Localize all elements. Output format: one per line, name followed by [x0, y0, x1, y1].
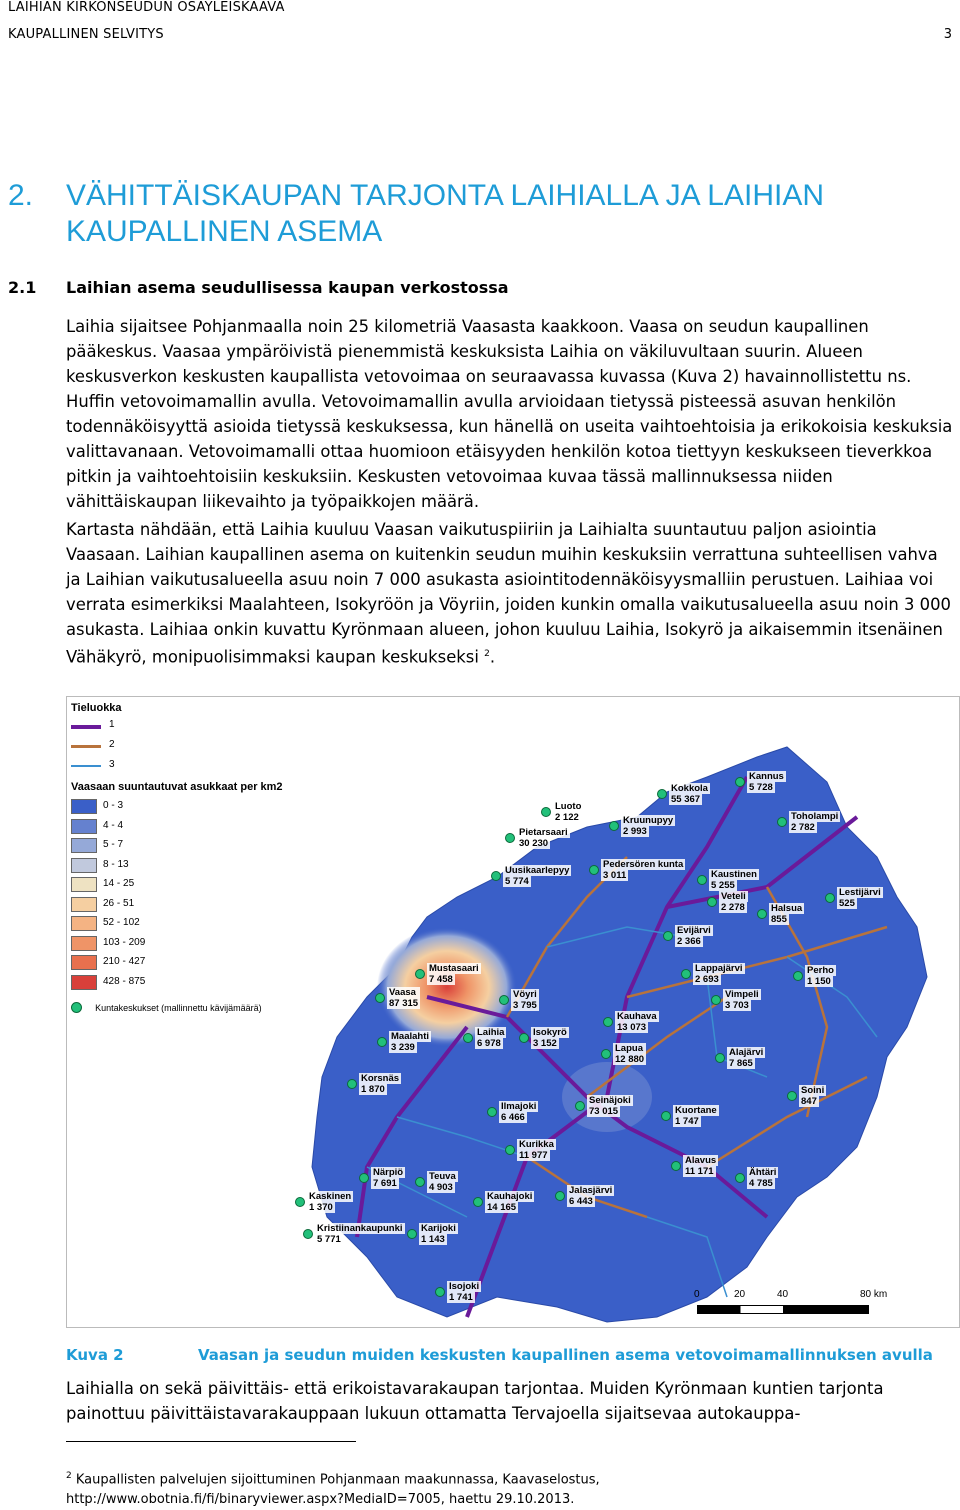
density-class-label: 103 - 209	[103, 936, 146, 948]
centre-dot-icon	[487, 1107, 497, 1117]
place-name: Ähtäri	[749, 1167, 777, 1178]
place-label	[693, 963, 745, 985]
place-value: 5 728	[749, 782, 773, 793]
centre-dot-icon	[663, 931, 673, 941]
place-label	[719, 891, 748, 913]
header-report: KAUPALLINEN SELVITYS	[8, 27, 164, 42]
centre-dot-icon	[505, 1145, 515, 1155]
subsection-heading	[8, 278, 509, 297]
place-label	[447, 1281, 481, 1303]
place-label	[747, 1167, 778, 1189]
place-value: 4 903	[429, 1182, 453, 1193]
centre-dot-icon	[735, 777, 745, 787]
legend-centre-row	[71, 997, 331, 1016]
place-name: Pedersören kunta	[603, 859, 684, 870]
place-name: Vimpeli	[725, 989, 759, 1000]
density-class-row	[71, 955, 191, 969]
scale-tick-40: 40	[777, 1289, 789, 1300]
place-name: Evijärvi	[677, 925, 711, 936]
centre-dot-icon	[359, 1173, 369, 1183]
section-title-line2: KAUPALLINEN ASEMA	[66, 215, 383, 248]
place-value: 3 703	[725, 1000, 749, 1011]
density-class-row	[71, 897, 191, 911]
place-label	[621, 815, 675, 837]
density-class-label: 0 - 3	[103, 800, 124, 811]
subsection-title: Laihian asema seudullisessa kaupan verkostossa	[66, 278, 509, 297]
legend-centre-label: Kuntakeskukset (mallinnettu kävijämäärä)	[95, 1002, 262, 1013]
centre-dot-icon	[707, 897, 717, 907]
density-class-label: 8 - 13	[103, 858, 129, 870]
place-value: 2 278	[721, 902, 745, 913]
density-class-label: 26 - 51	[103, 897, 135, 909]
centre-dot-icon	[555, 1191, 565, 1201]
centre-dot-icon	[777, 817, 787, 827]
place-value: 7 865	[729, 1058, 753, 1069]
place-label	[517, 827, 570, 849]
place-value: 11 171	[685, 1166, 714, 1177]
place-name: Teuva	[429, 1171, 456, 1182]
footnote-number: 2	[66, 1471, 72, 1481]
place-name: Karijoki	[421, 1223, 456, 1234]
place-value: 2 366	[677, 936, 701, 947]
place-label	[789, 811, 840, 833]
density-class-label: 4 - 4	[103, 819, 124, 831]
place-label	[499, 1101, 538, 1123]
scale-tick-80: 80 km	[860, 1289, 888, 1300]
place-label	[427, 963, 481, 985]
section-title-line1: VÄHITTÄISKAUPAN TARJONTA LAIHIALLA JA LAIHIAN	[66, 179, 825, 212]
centre-dot-icon	[787, 1091, 797, 1101]
density-class-label: 428 - 875	[103, 975, 146, 987]
density-swatch	[71, 819, 97, 834]
place-value: 14 165	[487, 1202, 517, 1213]
road-line-swatch	[71, 765, 101, 767]
paragraph-2-text: Kartasta nähdään, että Laihia kuuluu Vaasan vaikutuspiiriin ja Laihialta suuntautuu paljon asiointia Vaasaan. Laihian kaupallinen asema on kuitenkin seudun muihin keskuksiin verrattuna suhteellisen vahva ja Laihian vaikutusalueella asuu noin 7 000 asukasta asiointitodennäköisyysmalliin perustuen. Laihiaa voi verrata esimerkiksi Maalahteen, Isokyröön ja Vöyriin, joiden kunkin omalla vaikutusalueella asuu noin 3 000 asukasta. Laihiaa onkin kuvattu Kyrönmaan alueen, johon kuuluu Laihia, Isokyrö ja aikaisemmin itsenäinen Vähäkyrö, monipuolisimmaksi kaupan keskukseksi	[66, 520, 951, 667]
place-name: Kruunupyy	[623, 815, 674, 826]
density-class-row	[71, 819, 191, 833]
place-value: 2 693	[695, 974, 719, 985]
place-name: Isojoki	[449, 1281, 480, 1292]
place-label	[359, 1073, 401, 1095]
place-value: 3 795	[513, 1000, 537, 1011]
place-label	[805, 965, 836, 987]
place-value: 6 466	[501, 1112, 525, 1123]
place-label	[613, 1043, 646, 1065]
map-legend	[67, 697, 337, 1027]
density-class-row	[71, 916, 191, 930]
place-label	[837, 887, 883, 909]
centre-dot-icon	[697, 875, 707, 885]
place-label	[531, 1027, 569, 1049]
place-name: Isokyrö	[533, 1027, 567, 1038]
place-label	[475, 1027, 506, 1049]
centre-dot-icon	[407, 1229, 417, 1239]
place-value: 3 239	[391, 1042, 415, 1053]
place-label	[675, 925, 713, 947]
density-swatch	[71, 916, 97, 931]
centre-dot-icon	[295, 1197, 305, 1207]
centre-dot-icon	[825, 893, 835, 903]
place-value: 6 978	[477, 1038, 501, 1049]
road-class-row	[71, 739, 151, 753]
centre-dot-icon	[657, 789, 667, 799]
place-label	[511, 989, 539, 1011]
place-name: Vaasa	[387, 987, 420, 998]
place-name: Alajärvi	[729, 1047, 764, 1058]
scale-bar	[694, 1289, 897, 1319]
centre-dot-icon	[603, 1017, 613, 1027]
place-label	[389, 1031, 431, 1053]
place-value: 1 741	[449, 1292, 473, 1303]
place-label	[307, 1191, 353, 1213]
road-line-swatch	[71, 725, 101, 729]
centre-dot-icon	[71, 1002, 82, 1013]
centre-dot-icon	[473, 1197, 483, 1207]
place-value: 1 870	[361, 1084, 385, 1095]
place-label	[517, 1139, 556, 1161]
scale-tick-0: 0	[694, 1289, 700, 1300]
place-value: 2 993	[623, 826, 647, 837]
density-class-row	[71, 799, 191, 813]
figure-label: Kuva 2	[66, 1346, 124, 1364]
place-value: 847	[801, 1096, 817, 1107]
scale-tick-20: 20	[734, 1289, 746, 1300]
centre-dot-icon	[415, 1177, 425, 1187]
place-label	[553, 801, 583, 823]
density-class-label: 5 - 7	[103, 839, 124, 850]
place-value: 13 073	[617, 1022, 647, 1033]
road-class-label: 2	[109, 739, 115, 750]
figure-caption: Vaasan ja seudun muiden keskusten kaupallinen asema vetovoimamallinnuksen avulla	[198, 1346, 933, 1364]
place-name: Toholampi	[791, 811, 839, 822]
density-swatch	[71, 955, 97, 970]
place-name: Perho	[807, 965, 834, 976]
place-value: 5 255	[711, 880, 735, 891]
place-value: 30 230	[519, 838, 549, 849]
paragraph-2-end: .	[489, 647, 496, 667]
place-value: 4 785	[749, 1178, 773, 1189]
place-name: Ilmajoki	[501, 1101, 537, 1112]
centre-dot-icon	[735, 1173, 745, 1183]
centre-dot-icon	[303, 1229, 313, 1239]
density-swatch	[71, 975, 97, 990]
centre-dot-icon	[681, 969, 691, 979]
density-class-row	[71, 975, 191, 989]
centre-dot-icon	[347, 1079, 357, 1089]
attraction-model-map	[66, 696, 960, 1328]
place-name: Mustasaari	[429, 963, 479, 974]
place-value: 1 150	[807, 976, 831, 987]
place-label	[419, 1223, 458, 1245]
place-name: Lapua	[613, 1043, 646, 1054]
place-name: Närpiö	[373, 1167, 404, 1178]
place-value: 3 152	[533, 1038, 557, 1049]
place-label	[387, 987, 420, 1009]
place-label	[799, 1085, 826, 1107]
centre-dot-icon	[715, 1053, 725, 1063]
place-label	[371, 1167, 405, 1189]
place-label	[727, 1047, 765, 1069]
place-label	[601, 859, 685, 881]
centre-dot-icon	[377, 1037, 387, 1047]
place-name: Kaskinen	[309, 1191, 352, 1202]
density-class-label: 210 - 427	[103, 956, 146, 967]
place-label	[747, 771, 786, 793]
place-name: Kuortane	[675, 1105, 717, 1116]
centre-dot-icon	[505, 833, 515, 843]
place-name: Vöyri	[511, 989, 539, 1000]
centre-dot-icon	[609, 821, 619, 831]
place-value: 11 977	[519, 1150, 548, 1161]
paragraph-1: Laihia sijaitsee Pohjanmaalla noin 25 kilometriä Vaasasta kaakkoon. Vaasa on seudun kaupallinen pääkeskus. Vaasaa ympäröivistä pienemmistä keskuksista Laihia on väkiluvultaan suurin. Alueen keskusverkon keskusten kaupallista vetovoimaa on seuraavassa kuvassa (Kuva 2) havainnollistettu ns. Huffin vetovoimamallin avulla. Vetovoimamallin avulla arvioidaan tietyssä pisteessä asuvan henkilön todennäköisyyttä asioida tietyssä keskuksessa, kun hänellä on useita vaihtoehtoisia ja erikokoisia keskuksia valittavanaan. Vetovoimamalli ottaa huomioon etäisyyden henkilön kotoa tiettyyn keskukseen tieverkkoa pitkin ja vaihtoehtoisiin keskuksiin. Keskusten vetovoimaa kuvaa tässä mallinnuksessa niiden vähittäiskaupan liikevaihto ja työpaikkojen määrä.	[66, 317, 953, 511]
density-class-row	[71, 877, 191, 891]
road-line-swatch	[71, 745, 101, 748]
section-number: 2.	[8, 179, 34, 212]
place-name: Seinäjoki	[589, 1095, 631, 1106]
footnote-ref[interactable]: 2	[484, 649, 490, 659]
place-label	[669, 783, 710, 805]
place-value: 525	[839, 898, 855, 909]
paragraph-2	[66, 517, 954, 669]
legend-road-title: Tieluokka	[71, 702, 122, 714]
place-label	[427, 1171, 458, 1193]
place-value: 3 011	[603, 870, 627, 881]
centre-dot-icon	[661, 1111, 671, 1121]
place-value: 855	[771, 914, 787, 925]
legend-density-title: Vaasaan suuntautuvat asukkaat per km2	[71, 781, 283, 793]
centre-dot-icon	[499, 995, 509, 1005]
place-value: 73 015	[589, 1106, 619, 1117]
centre-dot-icon	[519, 1033, 529, 1043]
density-swatch	[71, 877, 97, 892]
centre-dot-icon	[415, 969, 425, 979]
centre-dot-icon	[589, 865, 599, 875]
place-name: Jalasjärvi	[569, 1185, 613, 1196]
density-swatch	[71, 936, 97, 951]
place-label	[315, 1223, 405, 1245]
header-org: LAIHIAN KIRKONSEUDUN OSAYLEISKAAVA	[8, 0, 285, 15]
density-class-row	[71, 858, 191, 872]
place-label	[769, 903, 804, 925]
density-class-row	[71, 936, 191, 950]
place-name: Kaustinen	[711, 869, 757, 880]
density-swatch	[71, 858, 97, 873]
place-value: 5 774	[505, 876, 529, 887]
place-label	[673, 1105, 719, 1127]
place-name: Halsua	[771, 903, 803, 914]
place-name: Kokkola	[671, 783, 708, 794]
place-label	[503, 865, 571, 887]
place-name: Kurikka	[519, 1139, 554, 1150]
density-swatch	[71, 838, 97, 853]
centre-dot-icon	[793, 971, 803, 981]
place-name: Laihia	[477, 1027, 505, 1038]
footnote-url[interactable]: http://www.obotnia.fi/fi/binaryviewer.aspx?MediaID=7005, haettu 29.10.2013.	[66, 1492, 575, 1508]
centre-dot-icon	[463, 1033, 473, 1043]
centre-dot-icon	[491, 871, 501, 881]
centre-dot-icon	[375, 993, 385, 1003]
centre-dot-icon	[757, 909, 767, 919]
road-class-label: 1	[109, 719, 115, 730]
place-value: 7 458	[429, 974, 453, 985]
place-name: Kauhava	[617, 1011, 657, 1022]
place-name: Lappajärvi	[695, 963, 743, 974]
place-label	[723, 989, 761, 1011]
centre-dot-icon	[671, 1161, 681, 1171]
scale-bar-graphic	[697, 1305, 869, 1314]
place-name: Pietarsaari	[519, 827, 568, 838]
place-value: 7 691	[373, 1178, 397, 1189]
place-value: 1 747	[675, 1116, 699, 1127]
place-label	[567, 1185, 614, 1207]
road-class-row	[71, 759, 151, 773]
place-name: Kauhajoki	[487, 1191, 533, 1202]
place-value: 12 880	[615, 1054, 645, 1065]
place-value: 1 143	[421, 1234, 445, 1245]
density-class-row	[71, 838, 191, 852]
place-label	[709, 869, 759, 891]
place-label	[587, 1095, 633, 1117]
place-name: Lestijärvi	[839, 887, 881, 898]
place-label	[485, 1191, 534, 1213]
place-name: Uusikaarlepyy	[505, 865, 570, 876]
place-name: Luoto	[555, 801, 582, 812]
place-label	[683, 1155, 718, 1177]
paragraph-3: Laihialla on sekä päivittäis- että erikoistavarakaupan tarjontaa. Muiden Kyrönmaan kuntien tarjonta painottuu päivittäistavarakauppaan lukuun ottamatta Tervajoella sijaitsevaa autokauppa-	[66, 1379, 884, 1423]
place-value: 5 771	[317, 1234, 341, 1245]
page-number: 3	[943, 27, 952, 42]
place-name: Kristiinankaupunki	[317, 1223, 403, 1234]
place-name: Kannus	[749, 771, 784, 782]
place-value: 2 782	[791, 822, 815, 833]
road-class-label: 3	[109, 759, 115, 770]
subsection-number: 2.1	[8, 278, 37, 297]
centre-dot-icon	[575, 1101, 585, 1111]
road-class-row	[71, 719, 151, 733]
section-heading	[8, 178, 948, 250]
density-swatch	[71, 897, 97, 912]
centre-dot-icon	[711, 995, 721, 1005]
centre-dot-icon	[601, 1049, 611, 1059]
place-name: Alavus	[685, 1155, 717, 1166]
density-class-label: 14 - 25	[103, 878, 135, 889]
density-swatch	[71, 799, 97, 814]
footnote-text: Kaupallisten palvelujen sijoittuminen Pohjanmaan maakunnassa, Kaavaselostus,	[71, 1472, 600, 1488]
place-label	[615, 1011, 659, 1033]
place-value: 87 315	[389, 998, 419, 1009]
centre-dot-icon	[435, 1287, 445, 1297]
place-value: 55 367	[671, 794, 701, 805]
place-name: Soini	[801, 1085, 825, 1096]
place-value: 2 122	[555, 812, 579, 823]
place-name: Maalahti	[391, 1031, 430, 1042]
place-name: Korsnäs	[361, 1073, 400, 1084]
density-class-label: 52 - 102	[103, 917, 140, 928]
place-name: Veteli	[721, 891, 746, 902]
place-value: 1 370	[309, 1202, 333, 1213]
footnote	[66, 1466, 946, 1510]
footnote-rule	[66, 1441, 356, 1442]
place-value: 6 443	[569, 1196, 593, 1207]
centre-dot-icon	[541, 807, 551, 817]
